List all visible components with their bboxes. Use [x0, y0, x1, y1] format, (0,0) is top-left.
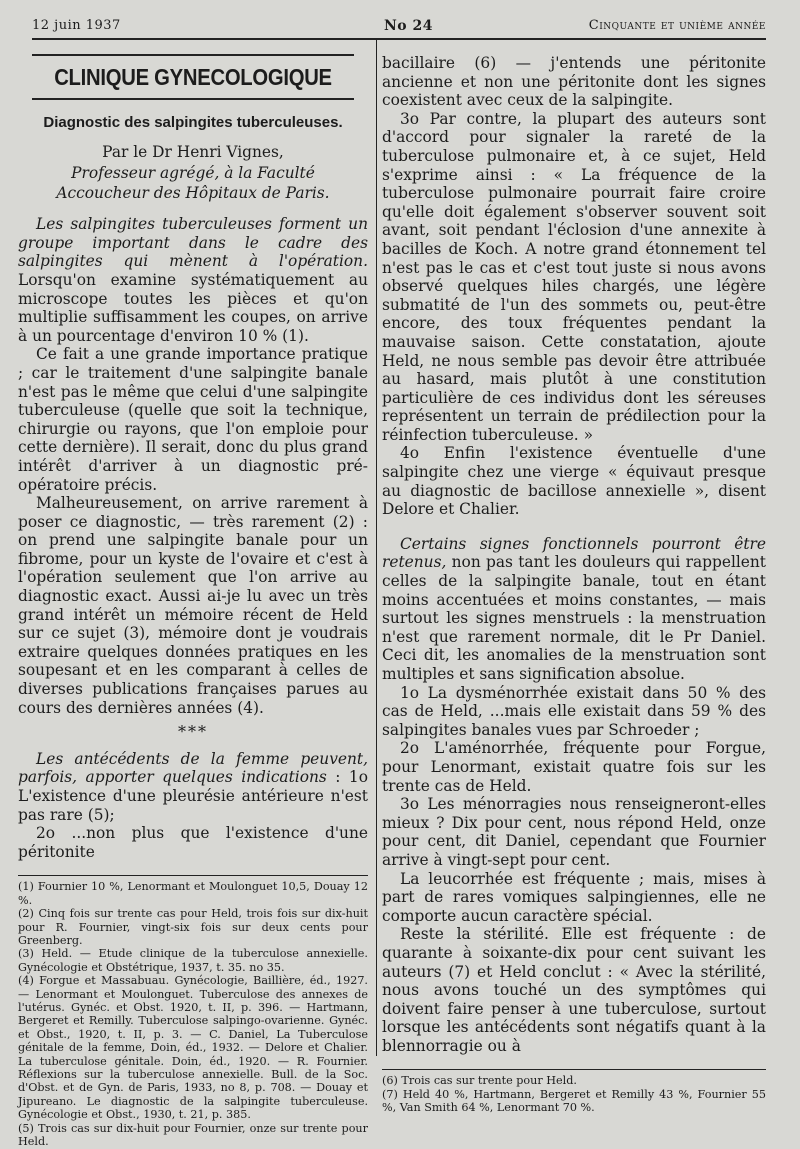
paragraph: Reste la stérilité. Elle est fréquente : de quarante à soixante-dix pour cent suivant les auteurs (7) et Held conclut : « Avec la stérilité, nous avons touché un des symptômes qui doivent faire penser à une tuberculose, surtout lorsque les antécédents sont négatifs quant à la blennorragie ou à [382, 925, 766, 1055]
paragraph: La leucorrhée est fréquente ; mais, mises à part de rares vomiques salpingiennes, elle ne comporte aucun caractère spécial. [382, 869, 766, 925]
footnote: (7) Held 40 %, Hartmann, Bergeret et Remilly 43 %, Fournier 55 %, Van Smith 64 %, Lenormant 70 %. [382, 1087, 766, 1115]
column-divider [376, 40, 377, 1056]
paragraph: bacillaire (6) — j'entends une péritonite ancienne et non une péritonite dont les signes coexistent avec ceux de la salpingite. [382, 54, 766, 110]
affiliation-line-2: Accoucheur des Hôpitaux de Paris. [56, 184, 330, 203]
paragraph [382, 535, 766, 684]
header-date: 12 juin 1937 [32, 18, 121, 33]
section-title-box [32, 54, 354, 100]
footnote: (1) Fournier 10 %, Lenormant et Moulonguet 10,5, Douay 12 %. [18, 880, 368, 907]
left-column [18, 54, 368, 1149]
paragraph: 2o ...non plus que l'existence d'une péritonite [18, 824, 368, 861]
header-issue-number: No 24 [384, 18, 433, 34]
paragraph-text: non pas tant les douleurs qui rappellent celles de la salpingite banale, tout en étant moins accentuées et moins constantes, — mais surtout les signes menstruels : la menstruation n'est que rarement normale, dit le Pr Daniel. Ceci dit, les anomalies de la menstruation sont multiples et sans signification absolue. [382, 553, 766, 683]
footnote: (5) Trois cas sur dix-huit pour Fournier, onze sur trente pour Held. [18, 1121, 368, 1149]
footnotes-left [18, 875, 368, 1148]
paragraph: 3o Par contre, la plupart des auteurs sont d'accord pour signaler la rareté de la tuberculose pulmonaire et, à ce sujet, Held s'exprime ainsi : « La fréquence de la tuberculose pulmonaire pourrait faire croire qu'elle doit également s'observer souvent soit avant, soit pendant l'éclosion d'une annexite à bacilles de Koch. A notre grand étonnement tel n'est pas le cas et c'est tout juste si nous avons observé quelques hiles chargés, une légère submatité de l'un des sommets ou, peut-être encore, des toux fréquentes pendant la mauvaise saison. Cette constatation, ajoute Held, ne nous semble pas devoir être attribuée au hasard, mais plutôt à une constitution particulière de ces individus dont les séreuses représentent un terrain de prédilection pour la réinfection tuberculeuse. » [382, 109, 766, 444]
paragraph: 1o La dysménorrhée existait dans 50 % des cas de Held, ...mais elle existait dans 59 % des salpingites banales vues par Schroeder ; [382, 683, 766, 739]
italic-lead: Certains signes fonctionnels pourront être retenus, [382, 534, 766, 572]
paragraph: Ce fait a une grande importance pratique ; car le traitement d'une salpingite banale n'est pas le même que celui d'une salpingite tuberculeuse (quelle que soit la technique, chirurgie ou rayons, que l'on emploie pour cette dernière). Il serait, donc du plus grand intérêt d'arriver à un diagnostic pré-opératoire précis. [18, 345, 368, 494]
paragraph-text: Lorsqu'on examine systématiquement au microscope toutes les pièces et qu'on multiplie suffisamment les coupes, on arrive à un pourcentage d'environ 10 % (1). [18, 270, 368, 345]
italic-lead: Les salpingites tuberculeuses forment un groupe important dans le cadre des salpingites qui mènent à l'opération. [18, 215, 368, 271]
italic-lead: Les antécédents de la femme peuvent, parfois, apporter quelques indications [18, 749, 368, 787]
section-gap [382, 519, 766, 535]
footnotes-right [382, 1069, 766, 1114]
paragraph [18, 215, 368, 345]
paragraph [18, 750, 368, 824]
byline: Par le Dr Henri Vignes, [102, 142, 284, 161]
footnote: (3) Held. — Etude clinique de la tuberculose annexielle. Gynécologie et Obstétrique, 1937, t. 35. no 35. [18, 947, 368, 974]
article-subtitle: Diagnostic des salpingites tuberculeuses. [43, 114, 343, 131]
paragraph: 2o L'aménorrhée, fréquente pour Forgue, pour Lenormant, existait quatre fois sur les trente cas de Held. [382, 739, 766, 795]
right-column [382, 54, 766, 1115]
asterism: *** [178, 722, 208, 742]
author-affiliation [18, 163, 368, 203]
header-year: Cinquante et unième année [588, 18, 766, 33]
paragraph-text: : 1o L'existence d'une pleurésie antérieure n'est pas rare (5); [18, 768, 368, 824]
paragraph: Malheureusement, on arrive rarement à poser ce diagnostic, — très rarement (2) : on prend une salpingite banale pour un fibrome, pour un kyste de l'ovaire et c'est à l'opération seulement que l'on arrive au diagnostic exact. Aussi ai-je lu avec un très grand intérêt un mémoire récent de Held sur ce sujet (3), mémoire dont je voudrais extraire quelques données pratiques en les soupesant et en les comparant à celles de diverses publications françaises parues au cours des dernières années (4). [18, 494, 368, 717]
affiliation-line-1: Professeur agrégé, à la Faculté [71, 164, 315, 183]
footnote: (6) Trois cas sur trente pour Held. [382, 1074, 577, 1088]
footnote: (2) Cinq fois sur trente cas pour Held, trois fois sur dix-huit pour R. Fournier, vingt-six fois sur deux cents pour Greenberg. [18, 907, 368, 947]
paragraph: 4o Enfin l'existence éventuelle d'une salpingite chez une vierge « équivaut presque au diagnostic de bacillose annexielle », disent Delore et Chalier. [382, 444, 766, 519]
paragraph: 3o Les ménorragies nous renseigneront-elles mieux ? Dix pour cent, nous répond Held, onze pour cent, dit Daniel, cependant que Fournier arrive à vingt-sept pour cent. [382, 795, 766, 869]
section-title: CLINIQUE GYNECOLOGIQUE [54, 64, 332, 90]
page-header [32, 14, 766, 36]
header-rule [32, 38, 766, 40]
footnote: (4) Forgue et Massabuau. Gynécologie, Baillière, éd., 1927. — Lenormant et Moulonguet. Tuberculose des annexes de l'utérus. Gynéc. et Obst. 1920, t. II, p. 396. — Hartmann, Bergeret et Remilly. Tuberculose salpingo-ovarienne. Gynéc. et Obst., 1920, t. II, p. 3. — C. Daniel, La Tuberculose génitale de la femme, Doin, éd., 1932. — Delore et Chalier. La tuberculose génitale. Doin, éd., 1920. — R. Fournier. Réflexions sur la tuberculose annexielle. Bull. de la Soc. d'Obst. et de Gyn. de Paris, 1933, no 8, p. 708. — Douay et Jipureano. Le diagnostic de la salpingite tuberculeuse. Gynécologie et Obst., 1930, t. 21, p. 385. [18, 974, 368, 1122]
